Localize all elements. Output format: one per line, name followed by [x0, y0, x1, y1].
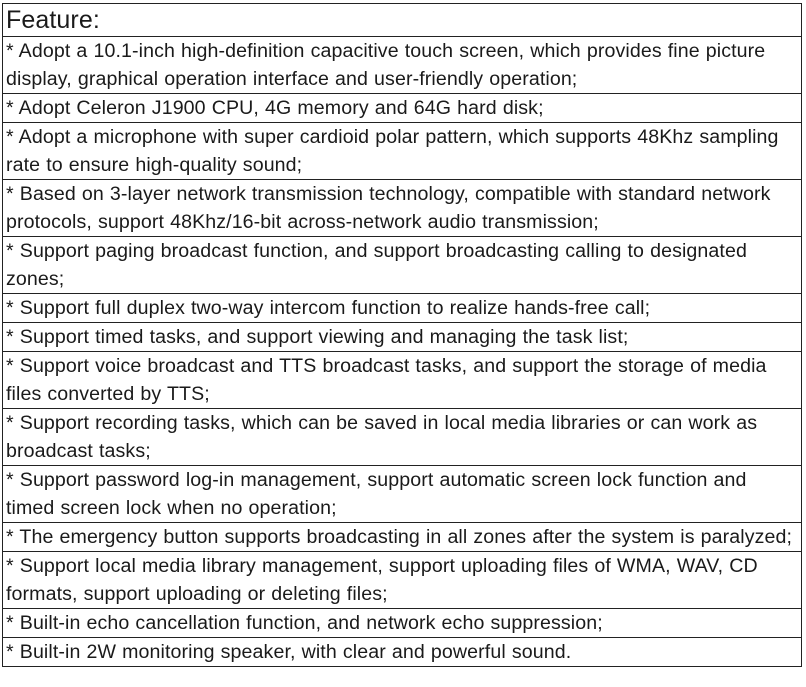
header-row — [3, 4, 802, 37]
table-row — [3, 294, 802, 323]
table-row — [3, 323, 802, 352]
feature-item: * Support password log-in management, support automatic screen lock function and timed screen lock when no operation; — [3, 466, 802, 523]
feature-item: * Support full duplex two-way intercom function to realize hands-free call; — [3, 294, 802, 323]
table-row — [3, 466, 802, 523]
feature-item: * The emergency button supports broadcasting in all zones after the system is paralyzed; — [3, 523, 802, 552]
feature-item: * Support local media library management, support uploading files of WMA, WAV, CD formats, support uploading or deleting files; — [3, 552, 802, 609]
table-row — [3, 37, 802, 94]
feature-item: * Based on 3-layer network transmission technology, compatible with standard network protocols, support 48Khz/16-bit across-network audio transmission; — [3, 180, 802, 237]
table-row — [3, 609, 802, 638]
table-row — [3, 94, 802, 123]
table-row — [3, 180, 802, 237]
table-row — [3, 352, 802, 409]
feature-item: * Built-in echo cancellation function, and network echo suppression; — [3, 609, 802, 638]
feature-item: * Adopt a microphone with super cardioid polar pattern, which supports 48Khz sampling rate to ensure high-quality sound; — [3, 123, 802, 180]
feature-item: * Support voice broadcast and TTS broadcast tasks, and support the storage of media files converted by TTS; — [3, 352, 802, 409]
table-row — [3, 638, 802, 667]
table-row — [3, 237, 802, 294]
feature-heading: Feature: — [3, 4, 802, 37]
feature-item: * Support recording tasks, which can be saved in local media libraries or can work as broadcast tasks; — [3, 409, 802, 466]
table-row — [3, 552, 802, 609]
feature-item: * Adopt a 10.1-inch high-definition capacitive touch screen, which provides fine picture display, graphical operation interface and user-friendly operation; — [3, 37, 802, 94]
feature-item: * Support paging broadcast function, and support broadcasting calling to designated zones; — [3, 237, 802, 294]
feature-item: * Support timed tasks, and support viewing and managing the task list; — [3, 323, 802, 352]
table-row — [3, 523, 802, 552]
feature-item: * Adopt Celeron J1900 CPU, 4G memory and 64G hard disk; — [3, 94, 802, 123]
table-row — [3, 123, 802, 180]
feature-table — [2, 3, 802, 667]
table-row — [3, 409, 802, 466]
feature-item: * Built-in 2W monitoring speaker, with clear and powerful sound. — [3, 638, 802, 667]
